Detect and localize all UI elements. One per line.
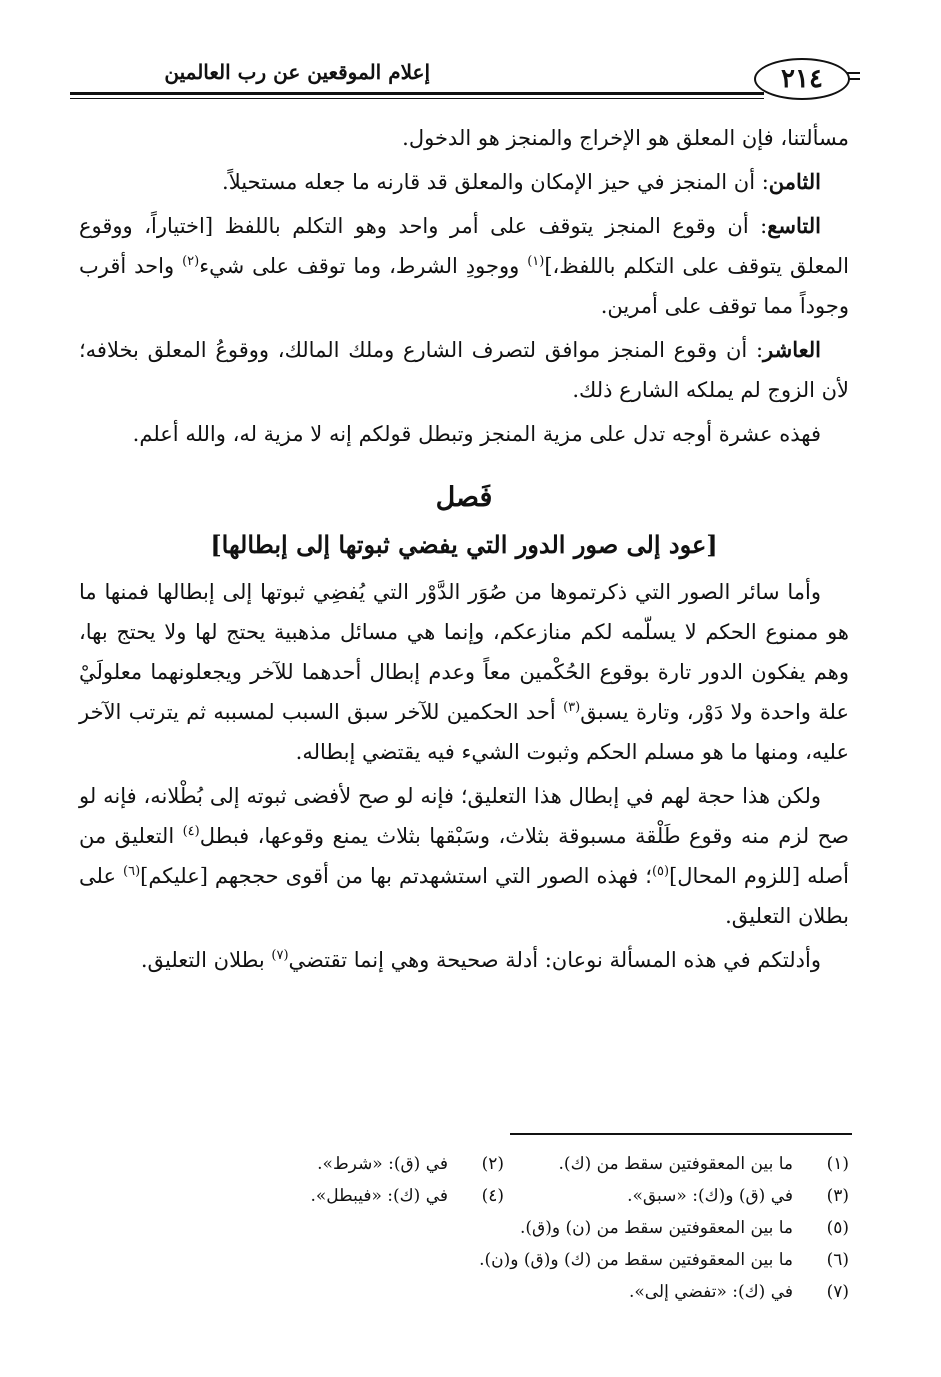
footnote-5: [520, 1212, 849, 1244]
section-paragraph-1: [79, 572, 849, 772]
text-run: : أن المنجز في حيز الإمكان والمعلق قد قارنه ما جعله مستحيلاً.: [222, 170, 769, 194]
section-paragraph-3: [79, 940, 849, 980]
main-text: [79, 118, 849, 984]
text-run: وأدلتكم في هذه المسألة نوعان: أدلة صحيحة وهي إنما تقتضي: [288, 948, 821, 972]
text-run: التعليق من أصله [للزوم المحال]: [79, 824, 850, 888]
point-label: الثامن: [768, 169, 821, 194]
footnote-number: (٥): [826, 1218, 849, 1238]
footnote-text: ما بين المعقوفتين سقط من (ك).: [558, 1154, 793, 1174]
section-title: فَصل: [435, 482, 493, 513]
point-label: التاسع: [767, 213, 821, 238]
paragraph-tenth: [79, 330, 849, 410]
footnote-3: [504, 1180, 849, 1212]
text-run: ووجودِ الشرط، وما توقف على شيء: [199, 254, 528, 278]
footnote-6: [479, 1244, 849, 1276]
footnotes: [79, 1148, 849, 1308]
text-run: ولكن هذا حجة لهم في إبطال هذا التعليق؛ فإنه لو صح لأفضى ثبوته إلى بُطْلانه، فإنه لو صح لزم منه وقوع طَلْقة مسبوقة بثلاث، وسَبْقها بثلاث يمنع وقوعها، فبطل: [79, 784, 850, 848]
footnote-row: [79, 1148, 849, 1180]
footnote-row: [79, 1276, 849, 1308]
footnote-ref[interactable]: (١): [527, 254, 545, 269]
footnote-row: [79, 1244, 849, 1276]
paragraph-eighth: [79, 162, 849, 202]
footnote-ref[interactable]: (٤): [182, 824, 200, 839]
footnote-number: (٧): [826, 1282, 849, 1302]
footnote-1: [504, 1148, 849, 1180]
footnote-text: في (ك): «فيبطل».: [310, 1186, 448, 1206]
footnote-row: [79, 1212, 849, 1244]
page-header: [70, 54, 850, 104]
footnote-text: ما بين المعقوفتين سقط من (ك) و(ق) و(ن).: [479, 1250, 793, 1270]
footnote-ref[interactable]: (٧): [271, 948, 289, 963]
footnote-number: (٢): [481, 1154, 504, 1174]
text-run: مسألتنا، فإن المعلق هو الإخراج والمنجز هو الدخول.: [402, 126, 849, 150]
header-rule-thin: [70, 98, 764, 99]
footnote-text: في (ك): «تفضي إلى».: [628, 1282, 793, 1302]
footnote-row: [79, 1180, 849, 1212]
footnote-ref[interactable]: (٦): [123, 864, 141, 879]
footnote-4: [310, 1180, 504, 1212]
paragraph-ninth: [79, 206, 849, 326]
footnote-ref[interactable]: (٣): [563, 700, 581, 715]
text-run: فهذه عشرة أوجه تدل على مزية المنجز وتبطل قولكم إنه لا مزية له، والله أعلم.: [132, 422, 821, 446]
footnote-ref[interactable]: (٢): [182, 254, 200, 269]
text-run: وأما سائر الصور التي ذكرتموها من صُوَر الدَّوْر التي يُفضِي ثبوتها إلى إبطالها فمنها ما هو ممنوع الحكم لا يسلّمه لكم منازعكم، وإنما هي مسائل مذهبية يحتج لها ولا يحتج بها، وهم يفكون الدور تارة بوقوع الحُكْمين معاً وعدم إبطال أحدهما للآخر ويجعلونهما معلولَيْ علة واحدة ولا دَوْر، وتارة يسبق: [79, 580, 849, 724]
footnote-text: في (ق) و(ك): «سبق».: [627, 1186, 793, 1206]
text-run: على بطلان التعليق.: [79, 864, 849, 928]
footnote-7: [629, 1276, 849, 1308]
footnote-text: ما بين المعقوفتين سقط من (ن) و(ق).: [520, 1218, 793, 1238]
text-run: : أن وقوع المنجز موافق لتصرف الشارع وملك المالك، ووقوعُ المعلق بخلافه؛ لأن الزوج لم يملكه الشارع ذلك.: [79, 338, 849, 402]
section-paragraph-2: [79, 776, 849, 936]
text-run: أحد الحكمين للآخر سبق السبب لمسببه ثم يترتب الآخر عليه، ومنها ما هو مسلم الحكم وثبوت الشيء فيه يقتضي إبطاله.: [79, 700, 849, 764]
footnote-number: (١): [826, 1154, 849, 1174]
header-rule-thick: [70, 92, 764, 95]
text-run: ؛ فهذه الصور التي استشهدتم بها من أقوى حججهم [عليكم]: [140, 864, 652, 888]
footnote-2: [317, 1148, 504, 1180]
footnote-ref[interactable]: (٥): [651, 864, 670, 879]
footnote-number: (٣): [826, 1186, 849, 1206]
paragraph-conclusion: [79, 414, 849, 454]
footnote-number: (٦): [826, 1250, 849, 1270]
footnote-separator: [510, 1133, 852, 1135]
running-title: إعلام الموقعين عن رب العالمين: [164, 60, 430, 84]
footnote-number: (٤): [481, 1186, 504, 1206]
footnote-text: في (ق): «شرط».: [317, 1154, 448, 1174]
page-number: ٢١٤: [754, 58, 850, 100]
text-run: واحد أقرب وجوداً مما توقف على أمرين.: [79, 254, 849, 318]
point-label: العاشر: [763, 337, 821, 362]
text-run: بطلان التعليق.: [140, 948, 272, 972]
section-subtitle: [عود إلى صور الدور التي يفضي ثبوتها إلى إبطالها]: [210, 530, 718, 559]
paragraph-continuation: [79, 118, 849, 158]
text-run: : أن وقوع المنجز يتوقف على أمر واحد وهو التكلم باللفظ [اختياراً، ووقوع المعلق يتوقف على التكلم باللفظ،]: [79, 214, 849, 278]
